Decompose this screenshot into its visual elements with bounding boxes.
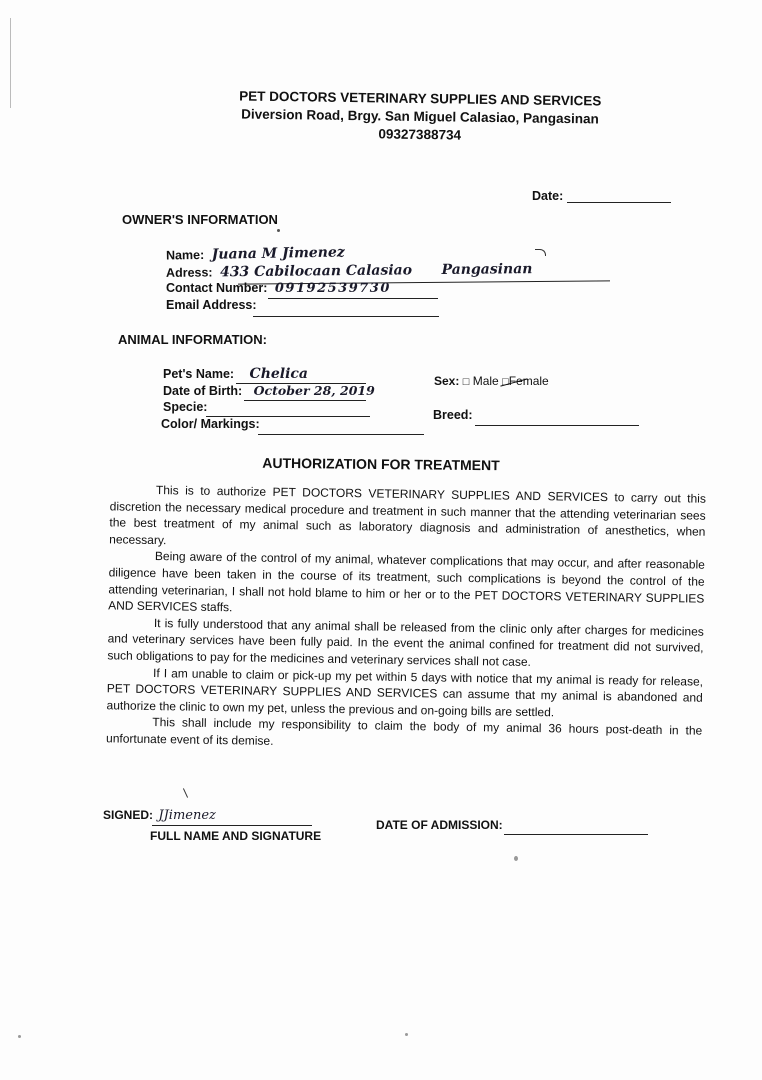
animal-section-title: ANIMAL INFORMATION: (118, 332, 267, 347)
owner-address-label: Adress: (165, 265, 213, 280)
female-option: Female (508, 374, 549, 388)
admission-line[interactable] (504, 834, 648, 835)
sex-label: Sex: (434, 374, 460, 388)
pen-mark (277, 229, 280, 232)
contact-field (166, 281, 391, 296)
company-address: Diversion Road, Brgy. San Miguel Calasiao, Pangasinan (241, 106, 599, 127)
owner-address-value: 433 Cabilocaan Calasiao (219, 262, 413, 281)
dob-value: October 28, 2019 (253, 383, 375, 398)
signature-line[interactable] (152, 825, 312, 826)
email-field (166, 298, 257, 312)
authorization-title: AUTHORIZATION FOR TREATMENT (262, 454, 500, 474)
male-checkbox[interactable]: □ (462, 376, 470, 388)
admission-label: DATE OF ADMISSION: (376, 818, 503, 832)
authorization-paragraph: It is fully understood that any animal shall be released from the clinic only after charges for medicines and veterinary services have been fully paid. In the event the animal confined for treatment did not survived, such obligations to pay for the medicines and veterinary services shall not case. (107, 615, 704, 669)
scan-speck (18, 1035, 21, 1038)
admission-field (376, 818, 503, 832)
pen-mark (183, 788, 188, 797)
signed-label: SIGNED: (103, 808, 154, 822)
specie-field (163, 400, 207, 414)
letterhead (210, 87, 631, 147)
breed-label: Breed: (433, 408, 473, 422)
sex-field (434, 374, 549, 388)
authorization-paragraph: This shall include my responsibility to claim the body of my animal 36 hours post-death in the unfortunate event of its demise. (105, 715, 703, 748)
date-field (532, 188, 671, 203)
color-label: Color/ Markings: (161, 417, 260, 431)
authorization-paragraph: This is to authorize PET DOCTORS VETERINARY SUPPLIES AND SERVICES to carry out this discretion the necessary medical procedure and treatment in such manner that the attending veterinarian sees the best treatment of my animal such as laboratory diagnosis and administration of anesthetics, when necessary. (109, 483, 707, 548)
owner-section-title: OWNER'S INFORMATION (122, 212, 278, 227)
pet-name-value: Chelica (249, 366, 309, 382)
contact-value: 09192539730 (274, 281, 391, 296)
dob-field (163, 383, 375, 398)
pet-name-field (163, 366, 308, 382)
company-phone: 09327388734 (378, 126, 462, 143)
pet-name-label: Pet's Name: (163, 367, 235, 381)
specie-label: Specie: (163, 400, 208, 414)
signature-value: JJimenez (158, 808, 216, 823)
owner-name-label: Name: (165, 247, 205, 263)
male-option: Male (472, 374, 499, 388)
owner-address-extra: Pangasinan (441, 261, 533, 279)
scan-speck (514, 856, 518, 861)
scan-speck (405, 1033, 408, 1036)
date-label: Date: (532, 189, 564, 203)
authorization-body (106, 481, 706, 756)
company-name: PET DOCTORS VETERINARY SUPPLIES AND SERVICES (239, 88, 602, 109)
authorization-paragraph: Being aware of the control of my animal, whatever complications that may occur, and after reasonable diligence have been taken in the course of its treatment, such complications is beyond the control of the attending veterinarian, I shall not hold blame to him or her or to the PET DOCTORS VETERINARY SUPPLIES AND SERVICES staffs. (108, 549, 705, 615)
owner-name-value: Juana M Jimenez (211, 244, 345, 263)
contact-label: Contact Number: (166, 281, 268, 295)
email-underline[interactable] (253, 316, 439, 317)
owner-name-field (166, 244, 345, 263)
dob-underline (244, 400, 366, 401)
dob-label: Date of Birth: (163, 384, 243, 398)
breed-underline[interactable] (475, 425, 639, 426)
authorization-paragraph: If I am unable to claim or pick-up my pet within 5 days with notice that my animal is ready for release, PET DOCTORS VETERINARY SUPPLIES AND SERVICES can assume that my animal is abandoned and authorize the clinic to own my pet, unless the previous and on-going bills are settled. (106, 665, 704, 720)
signature-caption: FULL NAME AND SIGNATURE (150, 829, 322, 843)
pen-mark (535, 249, 546, 256)
date-line[interactable] (567, 188, 671, 203)
color-field (161, 417, 260, 431)
owner-address-field (166, 261, 533, 281)
email-label: Email Address: (166, 298, 257, 312)
color-underline[interactable] (258, 434, 424, 435)
signed-field (103, 808, 216, 823)
breed-field (433, 408, 473, 422)
contact-underline (268, 298, 438, 299)
female-checkbox[interactable]: □ (502, 376, 509, 388)
